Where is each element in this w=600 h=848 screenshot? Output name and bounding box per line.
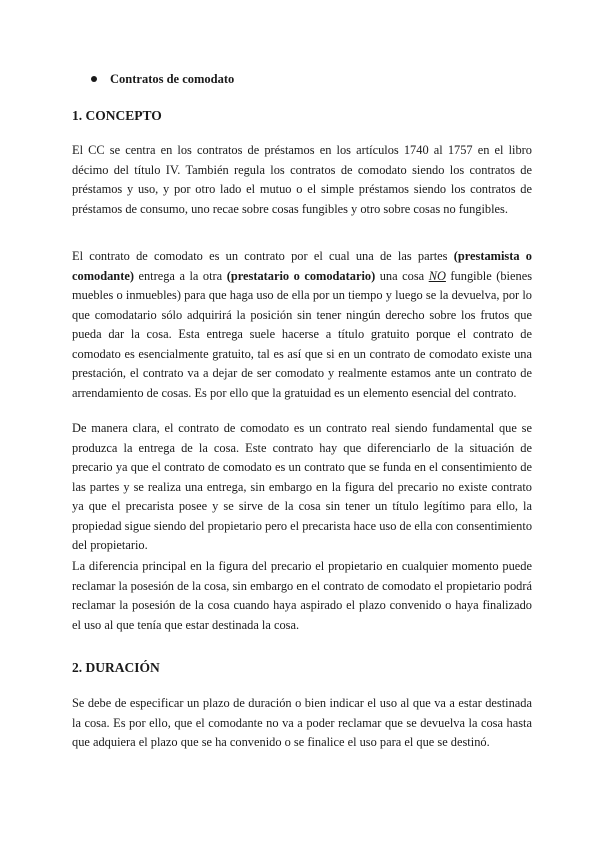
bullet-dot-icon bbox=[91, 76, 97, 82]
paragraph-concepto-1: El CC se centra en los contratos de préstamos en los artículos 1740 al 1757 en el libro décimo del título IV. También regula los contratos de comodato siendo los contratos de préstamos y uso, y por otro lado el mutuo o el simple préstamos siendo los contratos de préstamos de consumo, uno recae sobre cosas fungibles y otro sobre cosas no fungibles. bbox=[72, 143, 532, 216]
bold-text: (prestatario o comodatario) bbox=[226, 268, 376, 283]
section-heading-concepto: 1. CONCEPTO bbox=[72, 108, 162, 123]
section-heading-duracion: 2. DURACIÓN bbox=[72, 660, 160, 675]
text-run: entrega a la otra bbox=[133, 268, 227, 283]
paragraph-concepto-4: La diferencia principal en la figura del precario el propietario en cualquier momento puede reclamar la posesión de la cosa, sin embargo en el contrato de comodato el propietario podrá reclamar la posesión de la cosa cuando haya aspirado el plazo convenido o haya finalizado el uso al que tenía que estar destinada la cosa. bbox=[72, 559, 532, 632]
text-run: El contrato de comodato es un contrato por el cual una de las partes bbox=[72, 249, 454, 263]
bullet-item bbox=[91, 72, 234, 87]
emphasis-text: NO bbox=[428, 268, 446, 283]
bullet-text: Contratos de comodato bbox=[110, 72, 235, 86]
text-run: una cosa bbox=[375, 268, 429, 283]
paragraph-concepto-2 bbox=[72, 247, 532, 403]
bold-text: (prestamista o comodante) bbox=[72, 249, 533, 283]
paragraph-concepto-3: De manera clara, el contrato de comodato es un contrato real siendo fundamental que se produzca la entrega de la cosa. Este contrato hay que diferenciarlo de la situación de precario ya que el contrato de comodato es un contrato que se funda en el consentimiento de las partes y se realiza una entrega, sin embargo en la figura del precario no existe contrato ya que el precarista posee y se sirve de la cosa sin tener un título legítimo para ello, la propiedad sigue siendo del propietario pero el precarista hace uso de ella con consentimiento del propietario. bbox=[72, 421, 533, 552]
paragraph-duracion-1: Se debe de especificar un plazo de duración o bien indicar el uso al que va a estar destinada la cosa. Es por ello, que el comodante no va a poder reclamar que se devuelva la cosa hasta que adquiera el plazo que se ha convenido o se finalice el uso para el que se destinó. bbox=[72, 696, 532, 749]
text-run: fungible (bienes muebles o inmuebles) para que haga uso de ella por un tiempo y luego se la devuelva, por lo que comodatario sólo adquirirá la posición sin tener ningún derecho sobre los frutos que pueda dar la cosa. Esta entrega suele hacerse a título gratuito porque el contrato de comodato es esencialmente gratuito, tal es así que si en un contrato de comodato existe una prestación, el contrato va a dejar de ser comodato y realmente estamos ante un contrato de arrendamiento de cosas. Es por ello que la gratuidad es un elemento esencial del contrato. bbox=[72, 268, 533, 400]
